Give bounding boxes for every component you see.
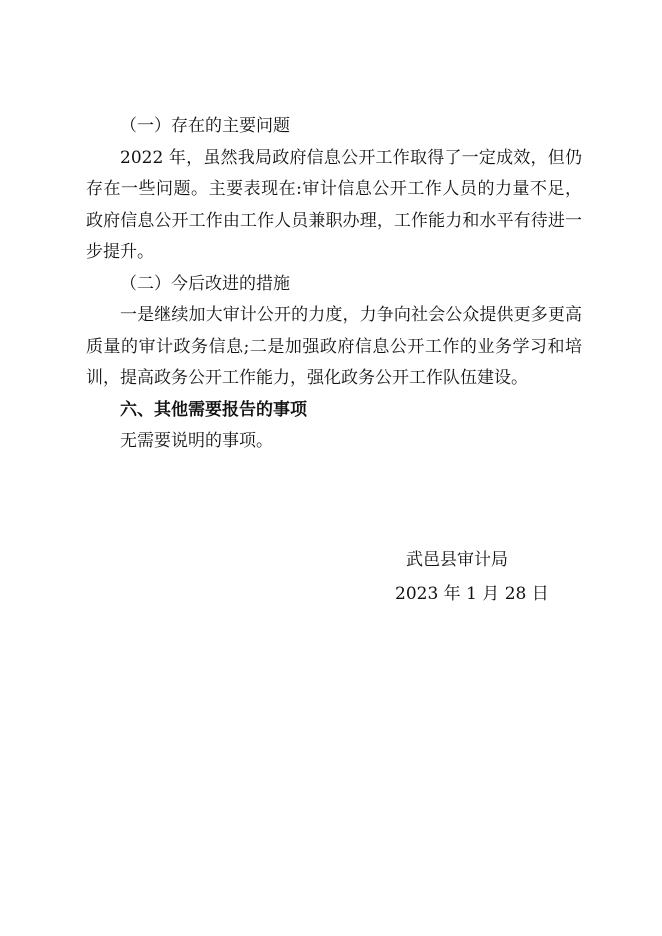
- subheading-existing-problems: （一）存在的主要问题: [120, 116, 290, 136]
- signature-date: 2023 年 1 月 28 日: [395, 584, 549, 604]
- paragraph-problems: 2022 年，虽然我局政府信息公开工作取得了一定成效，但仍存在一些问题。主要表现在:审计信息公开工作人员的力量不足，政府信息公开工作由工作人员兼职办理，工作能力和水平有待进一步提升。: [86, 147, 582, 262]
- document-body: [86, 111, 582, 458]
- subheading-improvement-measures: （二）今后改进的措施: [120, 273, 290, 294]
- signature-block: [360, 543, 560, 611]
- paragraph-measures: 一是继续加大审计公开的力度，力争向社会公众提供更多更高质量的审计政务信息;二是加强政府信息公开工作的业务学习和培训，提高政务公开工作能力，强化政务公开工作队伍建设。: [86, 305, 582, 388]
- signature-organization: 武邑县审计局: [406, 550, 508, 570]
- section-heading-other-matters: 六、其他需要报告的事项: [120, 399, 307, 420]
- paragraph-no-matters: 无需要说明的事项。: [120, 431, 273, 451]
